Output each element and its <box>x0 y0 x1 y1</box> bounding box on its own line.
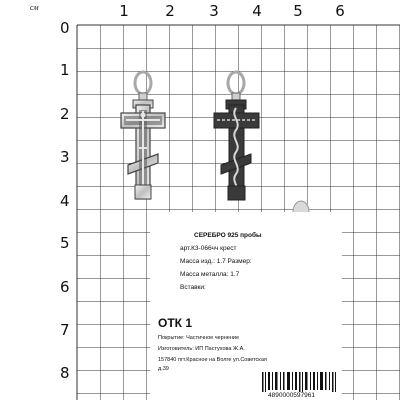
otk-stamp: ОТК 1 <box>158 316 192 330</box>
barcode-number: 4890000597961 <box>268 392 315 399</box>
ruler-top-tick: 2 <box>165 2 175 20</box>
ruler-top-tick: 3 <box>209 2 219 20</box>
metal-mass-line: Масса металла: 1.7 <box>180 271 240 278</box>
ruler-left-tick: 5 <box>60 234 70 252</box>
ruler-left-tick: 7 <box>60 321 70 339</box>
coating-line: Покрытие: Частичное чернение <box>158 335 239 341</box>
ruler-top-tick: 4 <box>252 2 262 20</box>
ruler-top-tick: 6 <box>335 2 345 20</box>
address-line-2: д.39 <box>158 366 169 372</box>
ruler-left-tick: 8 <box>60 364 70 382</box>
article-line: арт.К3-066чч крест <box>180 245 237 252</box>
ruler-top-tick: 5 <box>293 2 303 20</box>
ruler-left-tick: 3 <box>60 148 70 166</box>
metal-line: СЕРЕБРО 925 пробы <box>194 232 262 239</box>
ruler-unit-label: см <box>30 3 39 12</box>
ruler-top-tick: 1 <box>119 2 129 20</box>
mass-line: Масса изд.: 1.7 Размер: <box>180 258 252 265</box>
ruler-left-tick: 4 <box>60 192 70 210</box>
ruler-left-tick: 6 <box>60 278 70 296</box>
barcode <box>262 372 338 392</box>
ruler-left-tick: 1 <box>60 61 70 79</box>
ruler-left-tick: 0 <box>60 19 70 37</box>
address-line-1: 157840 пгт.Красное на Волге ул.Советская <box>158 357 267 363</box>
inserts-line: Вставки: <box>180 284 206 291</box>
maker-line: Изготовитель: ИП Пастухова Ж.А. <box>158 346 245 352</box>
product-label-card <box>150 212 342 400</box>
ruler-left-tick: 2 <box>60 105 70 123</box>
